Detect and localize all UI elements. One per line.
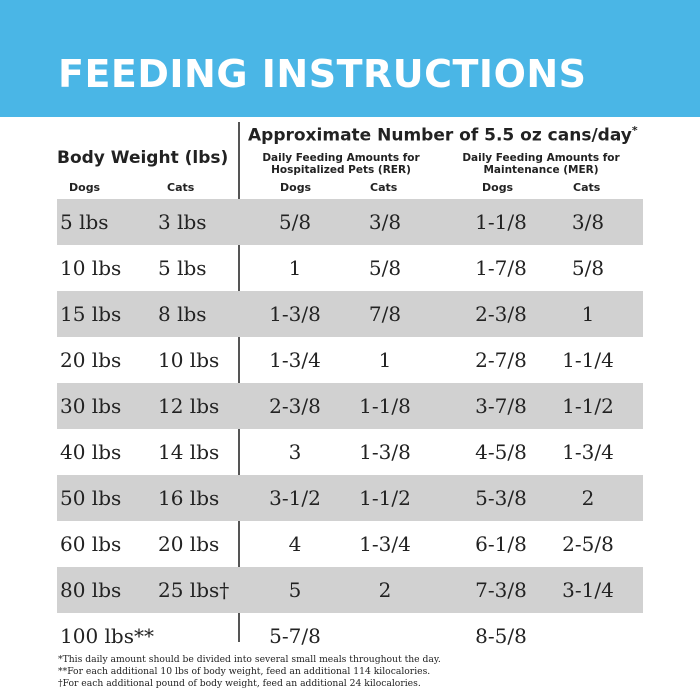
mer-dog-cell: 1-1/8 bbox=[475, 210, 527, 234]
rer-dog-cell: 1-3/8 bbox=[269, 302, 321, 326]
mer-cat-cell: 2 bbox=[581, 486, 595, 510]
mer-dog-cell: 8-5/8 bbox=[475, 624, 527, 648]
table-row bbox=[57, 429, 643, 475]
mer-cat-cell: 1-3/4 bbox=[562, 440, 614, 464]
table-row bbox=[57, 337, 643, 383]
mer-heading bbox=[454, 152, 628, 176]
dog-weight-cell: 50 lbs bbox=[60, 486, 122, 510]
col-label-rer-cats: Cats bbox=[370, 181, 398, 194]
table-row bbox=[57, 199, 643, 245]
footnote: **For each additional 10 lbs of body weight, feed an additional 114 kilocalories. bbox=[58, 666, 431, 677]
approx-cans-heading bbox=[248, 124, 638, 146]
approx-cans-footnote-marker: * bbox=[631, 124, 638, 137]
table-row bbox=[57, 291, 643, 337]
col-label-dogs-weight: Dogs bbox=[69, 181, 101, 194]
col-label-rer-dogs: Dogs bbox=[280, 181, 312, 194]
mer-dog-cell: 2-7/8 bbox=[475, 348, 527, 372]
dog-weight-cell: 40 lbs bbox=[60, 440, 122, 464]
dog-weight-cell: 5 lbs bbox=[60, 210, 109, 234]
cat-weight-cell: 3 lbs bbox=[158, 210, 207, 234]
cat-weight-cell: 25 lbs† bbox=[158, 578, 230, 602]
mer-cat-cell bbox=[533, 613, 643, 659]
mer-cat-cell: 3/8 bbox=[571, 210, 605, 234]
mer-cat-cell: 1-1/2 bbox=[562, 394, 614, 418]
rer-heading-line-1: Daily Feeding Amounts for bbox=[262, 152, 420, 164]
col-label-cats-weight: Cats bbox=[167, 181, 195, 194]
rer-cat-cell: 1-1/2 bbox=[359, 486, 411, 510]
rer-dog-cell: 3-1/2 bbox=[269, 486, 321, 510]
table-row bbox=[57, 521, 643, 567]
table-row bbox=[57, 613, 643, 659]
body-weight-heading: Body Weight (lbs) bbox=[57, 148, 229, 168]
cat-weight-cell: 16 lbs bbox=[158, 486, 220, 510]
mer-cat-cell: 2-5/8 bbox=[562, 532, 614, 556]
rer-cat-cell: 1-1/8 bbox=[359, 394, 411, 418]
mer-dog-cell: 6-1/8 bbox=[475, 532, 527, 556]
rer-dog-cell: 5 bbox=[288, 578, 302, 602]
rer-dog-cell: 5-7/8 bbox=[269, 624, 321, 648]
table-row bbox=[57, 245, 643, 291]
table-row bbox=[57, 475, 643, 521]
cat-weight-cell: 5 lbs bbox=[158, 256, 207, 280]
mer-cat-cell: 5/8 bbox=[571, 256, 605, 280]
mer-heading-line-2: Maintenance (MER) bbox=[483, 164, 599, 176]
mer-dog-cell: 3-7/8 bbox=[475, 394, 527, 418]
cat-weight-cell: 8 lbs bbox=[158, 302, 207, 326]
dog-weight-cell: 30 lbs bbox=[60, 394, 122, 418]
col-label-mer-dogs: Dogs bbox=[482, 181, 514, 194]
mer-cat-cell: 1 bbox=[581, 302, 595, 326]
rer-cat-cell: 3/8 bbox=[368, 210, 402, 234]
footnote: †For each additional pound of body weight, feed an additional 24 kilocalories. bbox=[58, 678, 421, 689]
rer-heading bbox=[258, 152, 424, 176]
approx-cans-heading-text: Approximate Number of 5.5 oz cans/day bbox=[248, 125, 632, 146]
rer-heading-line-2: Hospitalized Pets (RER) bbox=[271, 164, 411, 176]
mer-dog-cell: 4-5/8 bbox=[475, 440, 527, 464]
dog-weight-cell: 15 lbs bbox=[60, 302, 122, 326]
dog-weight-cell: 80 lbs bbox=[60, 578, 122, 602]
mer-heading-line-1: Daily Feeding Amounts for bbox=[462, 152, 620, 164]
page-title: FEEDING INSTRUCTIONS bbox=[58, 52, 587, 96]
rer-cat-cell: 1 bbox=[378, 348, 392, 372]
rer-cat-cell: 5/8 bbox=[368, 256, 402, 280]
rer-dog-cell: 1 bbox=[288, 256, 302, 280]
rer-cat-cell: 1-3/8 bbox=[359, 440, 411, 464]
cat-weight-cell: 10 lbs bbox=[158, 348, 220, 372]
dog-weight-cell: 60 lbs bbox=[60, 532, 122, 556]
cat-weight-cell: 12 lbs bbox=[158, 394, 220, 418]
feeding-table bbox=[57, 199, 643, 659]
mer-dog-cell: 5-3/8 bbox=[475, 486, 527, 510]
footnote: *This daily amount should be divided into several small meals throughout the day. bbox=[58, 654, 441, 665]
rer-dog-cell: 3 bbox=[288, 440, 302, 464]
rer-cat-cell: 7/8 bbox=[368, 302, 402, 326]
header-banner bbox=[0, 0, 700, 117]
col-label-mer-cats: Cats bbox=[573, 181, 601, 194]
rer-dog-cell: 2-3/8 bbox=[269, 394, 321, 418]
table-row bbox=[57, 567, 643, 613]
mer-cat-cell: 3-1/4 bbox=[562, 578, 614, 602]
rer-cat-cell bbox=[330, 613, 440, 659]
mer-dog-cell: 7-3/8 bbox=[475, 578, 527, 602]
footnotes bbox=[58, 654, 441, 690]
mer-cat-cell: 1-1/4 bbox=[562, 348, 614, 372]
table-row bbox=[57, 383, 643, 429]
rer-dog-cell: 1-3/4 bbox=[269, 348, 321, 372]
rer-cat-cell: 1-3/4 bbox=[359, 532, 411, 556]
cat-weight-cell: 14 lbs bbox=[158, 440, 220, 464]
dog-weight-cell: 100 lbs** bbox=[60, 624, 154, 648]
mer-dog-cell: 2-3/8 bbox=[475, 302, 527, 326]
mer-dog-cell: 1-7/8 bbox=[475, 256, 527, 280]
dog-weight-cell: 20 lbs bbox=[60, 348, 122, 372]
rer-dog-cell: 4 bbox=[288, 532, 302, 556]
rer-dog-cell: 5/8 bbox=[278, 210, 312, 234]
dog-weight-cell: 10 lbs bbox=[60, 256, 122, 280]
rer-cat-cell: 2 bbox=[378, 578, 392, 602]
cat-weight-cell: 20 lbs bbox=[158, 532, 220, 556]
